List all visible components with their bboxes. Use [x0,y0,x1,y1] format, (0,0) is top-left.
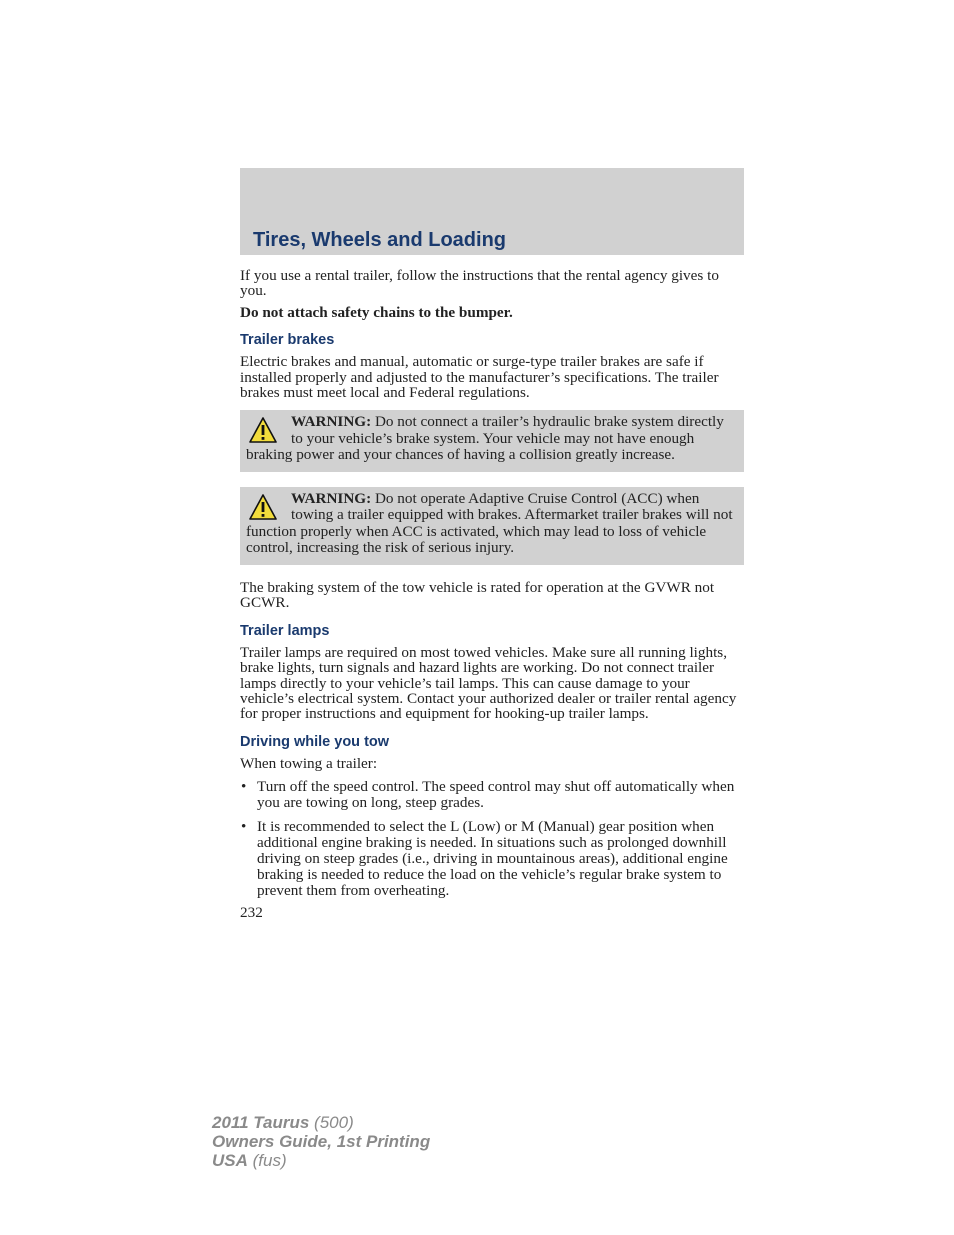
section-title: Tires, Wheels and Loading [253,229,507,251]
heading-trailer-brakes: Trailer brakes [240,332,335,349]
warning-text: Do not operate Adaptive Cruise Control (ACC) when towing a trailer equipped with brakes. Aftermarket trailer brakes will not function properly when ACC is activated, which may lead to loss of vehicle control, increasing the risk of serious injury. [246,489,733,557]
warning-box-hydraulic [240,410,744,472]
footer-model: 2011 Taurus [212,1113,310,1132]
bullet-icon: • [241,778,247,796]
heading-trailer-lamps: Trailer lamps [240,622,330,639]
braking-rating-paragraph: The braking system of the tow vehicle is rated for operation at the GVWR not GCWR. [240,578,715,612]
warning-label: WARNING: [291,489,372,507]
towing-bullet-list [240,779,744,899]
bullet-icon: • [241,817,247,835]
footer-line-guide [212,1132,430,1151]
trailer-brakes-body: Electric brakes and manual, automatic or surge-type trailer brakes are safe if installed properly and adjusted to the manufacturer’s specifications. The trailer brakes must meet local and Federal regulations. [240,353,719,402]
warning-text: Do not connect a trailer’s hydraulic brake system directly to your vehicle’s brake system. Your vehicle may not have enough braking power and your chances of having a collision greatly increase. [246,413,724,464]
warning-triangle-icon [248,493,278,521]
warning-label: WARNING: [291,413,372,431]
footer-region-code: (fus) [247,1151,287,1170]
footer-guide: Owners Guide, 1st Printing [212,1132,431,1151]
list-item [240,819,744,900]
list-item [240,779,744,811]
footer-line-region [212,1151,430,1170]
safety-chain-note: Do not attach safety chains to the bumper. [240,303,513,321]
heading-driving-while-tow: Driving while you tow [240,733,390,750]
footer-model-code: (500) [309,1113,354,1132]
footer-region: USA [212,1151,248,1170]
section-header-band [240,168,744,255]
list-item-text: It is recommended to select the L (Low) or M (Manual) gear position when additional engine braking is needed. In situations such as prolonged downhill driving on steep grades (i.e., driving in mountainous areas), additional engine braking is needed to reduce the load on the vehicle’s regular brake system to prevent them from overheating. [257,817,728,900]
list-item-text: Turn off the speed control. The speed control may shut off automatically when you are towing on long, steep grades. [257,778,735,812]
page-content [240,268,744,920]
intro-paragraph: If you use a rental trailer, follow the instructions that the rental agency gives to you. [240,267,719,300]
page-number: 232 [240,903,263,921]
trailer-lamps-body: Trailer lamps are required on most towed vehicles. Make sure all running lights, brake lights, turn signals and hazard lights are working. Do not connect trailer lamps directly to your vehicle’s tail lamps. This can cause damage to your vehicle’s electrical system. Contact your authorized dealer or trailer rental agency for proper instructions and equipment for hooking-up trailer lamps. [240,643,737,723]
warning-box-acc [240,487,744,565]
document-footer [212,1113,430,1170]
driving-lead: When towing a trailer: [240,754,378,772]
footer-line-model [212,1113,430,1132]
warning-triangle-icon [248,416,278,444]
